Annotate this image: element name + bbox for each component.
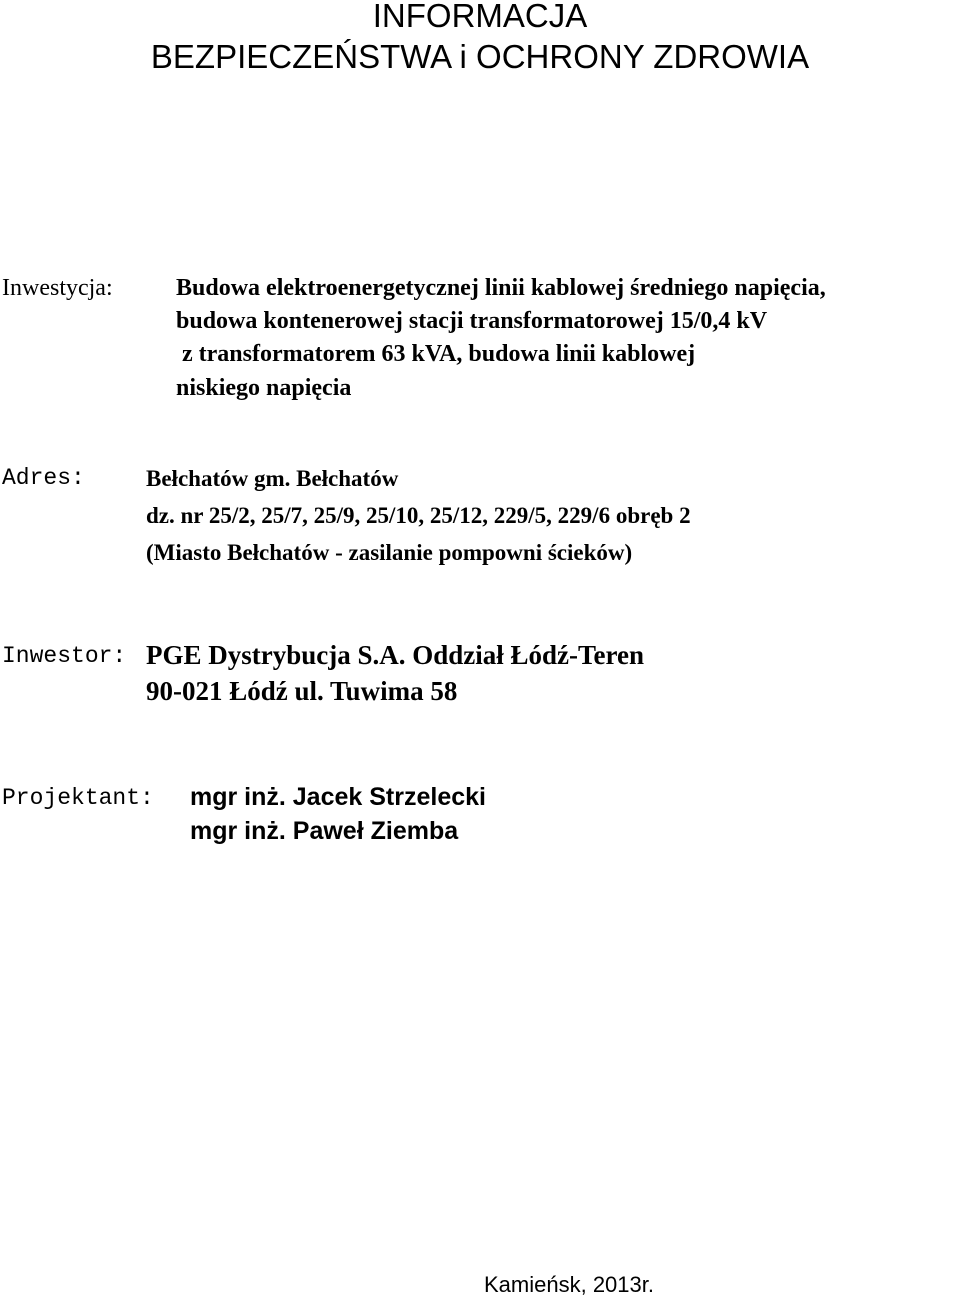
projektant-label: Projektant:: [2, 785, 154, 811]
inwestycja-value-line-2: budowa kontenerowej stacji transformatorowej 15/0,4 kV: [176, 308, 768, 334]
document-title-line-2: BEZPIECZEŃSTWA i OCHRONY ZDROWIA: [150, 38, 810, 75]
adres-value-line-1: Bełchatów gm. Bełchatów: [146, 466, 399, 491]
inwestor-value-line-1: PGE Dystrybucja S.A. Oddział Łódź-Teren: [146, 640, 645, 670]
inwestor-value-line-2: 90-021 Łódź ul. Tuwima 58: [146, 676, 458, 706]
document-title-line-1: INFORMACJA: [372, 0, 588, 34]
projektant-value-line-1: mgr inż. Jacek Strzelecki: [190, 783, 486, 811]
adres-value-line-2: dz. nr 25/2, 25/7, 25/9, 25/10, 25/12, 229/5, 229/6 obręb 2: [146, 503, 691, 528]
adres-value-line-3: (Miasto Bełchatów - zasilanie pompowni ścieków): [146, 540, 633, 565]
inwestycja-label: Inwestycja:: [2, 275, 113, 301]
inwestycja-value-line-3: z transformatorem 63 kVA, budowa linii kablowej: [176, 341, 696, 367]
inwestycja-value-line-4: niskiego napięcia: [176, 375, 352, 401]
inwestor-label: Inwestor:: [2, 643, 127, 669]
adres-label: Adres:: [2, 465, 85, 491]
projektant-value-line-2: mgr inż. Paweł Ziemba: [190, 817, 459, 845]
inwestycja-value-line-1: Budowa elektroenergetycznej linii kablowej średniego napięcia,: [176, 275, 826, 301]
place-and-date: Kamieńsk, 2013r.: [484, 1272, 654, 1297]
